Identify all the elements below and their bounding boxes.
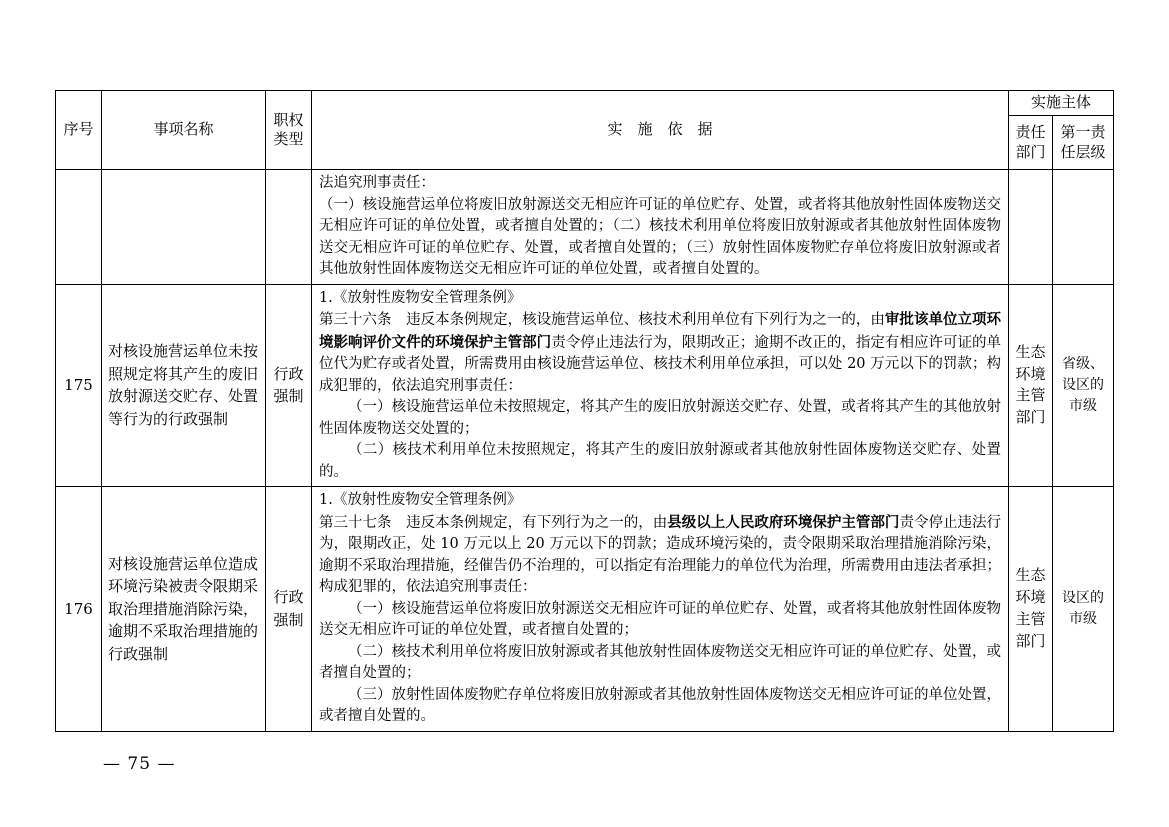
row-serial-number: 176	[56, 487, 102, 732]
basis-paragraph	[319, 642, 1001, 685]
responsible-department-cell	[1009, 170, 1053, 285]
basis-text: （二）核技术利用单位将废旧放射源或者其他放射性固体废物送交无相应许可证的单位贮存、处置，或者擅自处置的；	[319, 643, 1001, 681]
basis-text: （三）放射性固体废物贮存单位将废旧放射源或者其他放射性固体废物送交无相应许可证的单位处置，或者擅自处置的。	[319, 686, 1001, 724]
basis-text: 责令停止违法行为，限期改正，处 10 万元以上 20 万元以下的罚款；造成环境污染的，责令限期采取治理措施消除污染，逾期不采取治理措施，经催告仍不治理的，可以指定有治理能力的单位代为治理，所需费用由违法者承担；构成犯罪的，依法追究刑事责任：	[319, 514, 1002, 595]
basis-text-bold: 审批该单位立项环境影响评价文件的环境保护主管部门	[319, 311, 1001, 351]
basis-paragraph	[319, 288, 1001, 310]
header-implementation-subject: 实施主体	[1009, 91, 1114, 116]
responsible-department-cell: 生态环境主管部门	[1009, 487, 1053, 732]
implementation-basis-cell	[312, 284, 1009, 487]
basis-text: 1.《放射性废物安全管理条例》	[319, 492, 522, 508]
row-serial-number	[56, 170, 102, 285]
header-implementation-basis: 实 施 依 据	[312, 91, 1009, 170]
basis-paragraph	[319, 490, 1001, 512]
basis-paragraph	[319, 195, 1001, 281]
power-type-cell: 行政强制	[266, 284, 312, 487]
table-header	[56, 91, 1114, 170]
basis-paragraph	[319, 512, 1001, 599]
item-name-cell: 对核设施营运单位未按照规定将其产生的废旧放射源送交贮存、处置等行为的行政强制	[102, 284, 266, 487]
basis-text-bold: 县级以上人民政府环境保护主管部门	[667, 513, 900, 531]
basis-text: （一）核设施营运单位未按照规定，将其产生的废旧放射源送交贮存、处置，或者将其产生的其他放射性固体废物送交处置的；	[319, 399, 1001, 437]
table-row-176	[56, 487, 1114, 732]
item-name-cell	[102, 170, 266, 285]
basis-paragraph	[319, 397, 1001, 440]
basis-text: （一）核设施营运单位将废旧放射源送交无相应许可证的单位贮存、处置，或者将其他放射性固体废物送交无相应许可证的单位处置，或者擅自处置的；	[319, 600, 1001, 638]
page-number: — 75 —	[103, 753, 176, 774]
header-responsible-department: 责任部门	[1009, 116, 1053, 170]
basis-text: 责令停止违法行为，限期改正；逾期不改正的，指定有相应许可证的单位代为贮存或者处置，所需费用由核设施营运单位、核技术利用单位承担，可以处 20 万元以下的罚款；构成犯罪的，依法追究刑事责任：	[319, 334, 1002, 394]
table-row-175	[56, 284, 1114, 487]
basis-text: 第三十七条 违反本条例规定，有下列行为之一的，由	[319, 514, 668, 531]
basis-text: （二）核技术利用单位未按照规定，将其产生的废旧放射源或者其他放射性固体废物送交贮存、处置的。	[319, 442, 1001, 480]
authority-matrix-table	[55, 90, 1114, 732]
header-item-name: 事项名称	[102, 91, 266, 170]
power-type-cell: 行政强制	[266, 487, 312, 732]
basis-text: 法追究刑事责任：	[319, 175, 435, 191]
table-body	[56, 170, 1114, 732]
basis-paragraph	[319, 599, 1001, 642]
basis-text: 第三十六条 违反本条例规定，核设施营运单位、核技术利用单位有下列行为之一的，由	[319, 312, 885, 328]
header-responsibility-level: 第一责任层级	[1053, 116, 1114, 170]
responsible-department-cell: 生态环境主管部门	[1009, 284, 1053, 487]
basis-paragraph	[319, 685, 1001, 728]
header-power-type: 职权类型	[266, 91, 312, 170]
basis-text: （一）核设施营运单位将废旧放射源送交无相应许可证的单位贮存、处置，或者将其他放射性固体废物送交无相应许可证的单位处置，或者擅自处置的；（二）核技术利用单位将废旧放射源或者其他放射性固体废物送交无相应许可证的单位贮存、处置，或者擅自处置的；（三）放射性固体废物贮存单位将废旧放射源或者其他放射性固体废物送交无相应许可证的单位处置，或者擅自处置的。	[319, 196, 1001, 277]
responsibility-level-cell	[1053, 170, 1114, 285]
item-name-cell: 对核设施营运单位造成环境污染被责令限期采取治理措施消除污染，逾期不采取治理措施的行政强制	[102, 487, 266, 732]
power-type-cell	[266, 170, 312, 285]
header-serial-number: 序号	[56, 91, 102, 170]
row-serial-number: 175	[56, 284, 102, 487]
basis-paragraph	[319, 440, 1001, 483]
basis-paragraph	[319, 173, 1001, 195]
implementation-basis-cell	[312, 487, 1009, 732]
responsibility-level-cell: 省级、设区的市级	[1053, 284, 1114, 487]
basis-paragraph	[319, 309, 1001, 397]
document-sheet	[55, 90, 1113, 774]
basis-text: 1.《放射性废物安全管理条例》	[319, 289, 522, 306]
implementation-basis-cell	[312, 170, 1009, 285]
table-row-continuation	[56, 170, 1114, 285]
responsibility-level-cell: 设区的市级	[1053, 487, 1114, 732]
